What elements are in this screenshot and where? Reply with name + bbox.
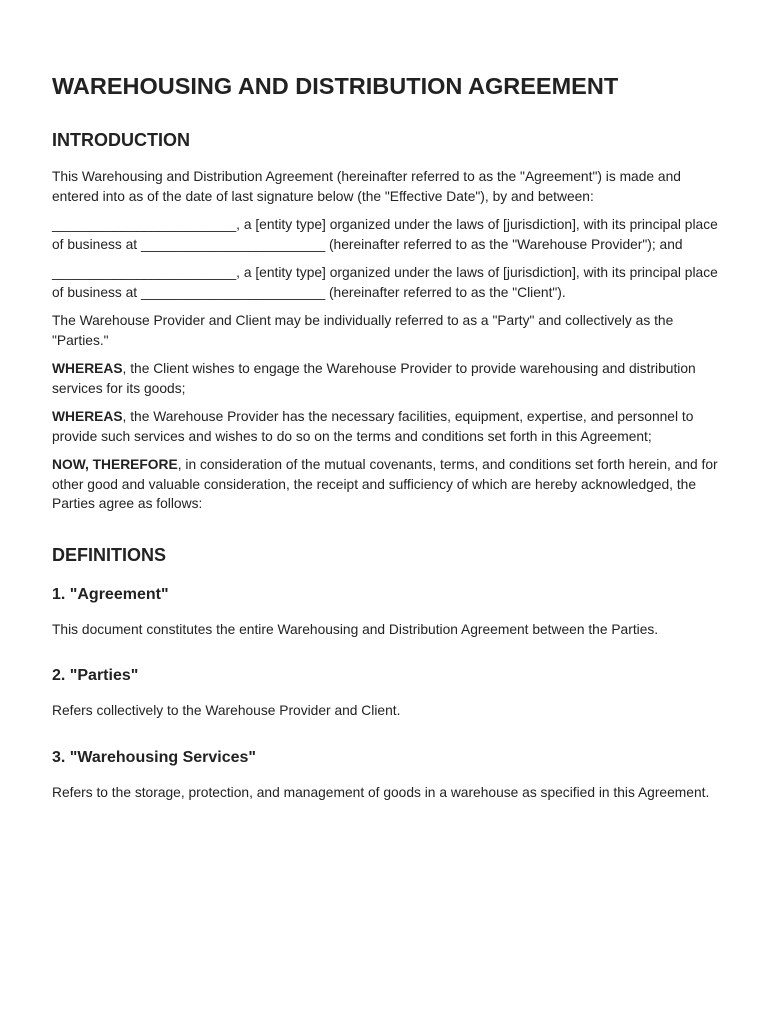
- whereas-label: WHEREAS: [52, 361, 123, 376]
- definition-title-parties: 2. "Parties": [52, 667, 139, 684]
- definition-text-agreement: This document constitutes the entire Warehousing and Distribution Agreement between the Parties.: [52, 621, 659, 637]
- definition-text-warehousing-services: Refers to the storage, protection, and management of goods in a warehouse as specified in this Agreement.: [52, 784, 710, 800]
- now-therefore-label: NOW, THEREFORE: [52, 457, 178, 472]
- now-therefore-clause: [52, 455, 718, 514]
- whereas-clause-1: [52, 359, 718, 398]
- whereas-text: , the Client wishes to engage the Warehouse Provider to provide warehousing and distribution services for its goods;: [52, 361, 696, 396]
- definition-text-parties: Refers collectively to the Warehouse Provider and Client.: [52, 703, 401, 718]
- client-paragraph: ________________________, a [entity type] organized under the laws of [jurisdiction], with its principal place of business at ________________________ (hereinafter referred to as the "Client").: [52, 265, 718, 300]
- whereas-text: , the Warehouse Provider has the necessary facilities, equipment, expertise, and personnel to provide such services and wishes to do so on the terms and conditions set forth in this Agreement;: [52, 409, 694, 444]
- document-title: WAREHOUSING AND DISTRIBUTION AGREEMENT: [52, 73, 619, 99]
- definition-title-warehousing-services: 3. "Warehousing Services": [52, 748, 256, 766]
- whereas-label: WHEREAS: [52, 409, 123, 424]
- warehouse-provider-paragraph: ________________________, a [entity type] organized under the laws of [jurisdiction], with its principal place of business at ________________________ (hereinafter referred to as the "Warehouse Provider"); and: [52, 217, 718, 252]
- parties-paragraph: The Warehouse Provider and Client may be individually referred to as a "Party" and collectively as the "Parties.": [52, 313, 674, 348]
- now-therefore-text: , in consideration of the mutual covenants, terms, and conditions set forth herein, and for other good and valuable consideration, the receipt and sufficiency of which are hereby acknowledged, the Parties agree as follows:: [52, 457, 718, 511]
- whereas-clause-2: [52, 407, 718, 446]
- introduction-heading: INTRODUCTION: [52, 130, 190, 150]
- definitions-heading: DEFINITIONS: [52, 544, 167, 565]
- definition-title-agreement: 1. "Agreement": [52, 585, 169, 603]
- introduction-paragraph: This Warehousing and Distribution Agreement (hereinafter referred to as the "Agreement") is made and entered into as of the date of last signature below (the "Effective Date"), by and between:: [52, 169, 681, 204]
